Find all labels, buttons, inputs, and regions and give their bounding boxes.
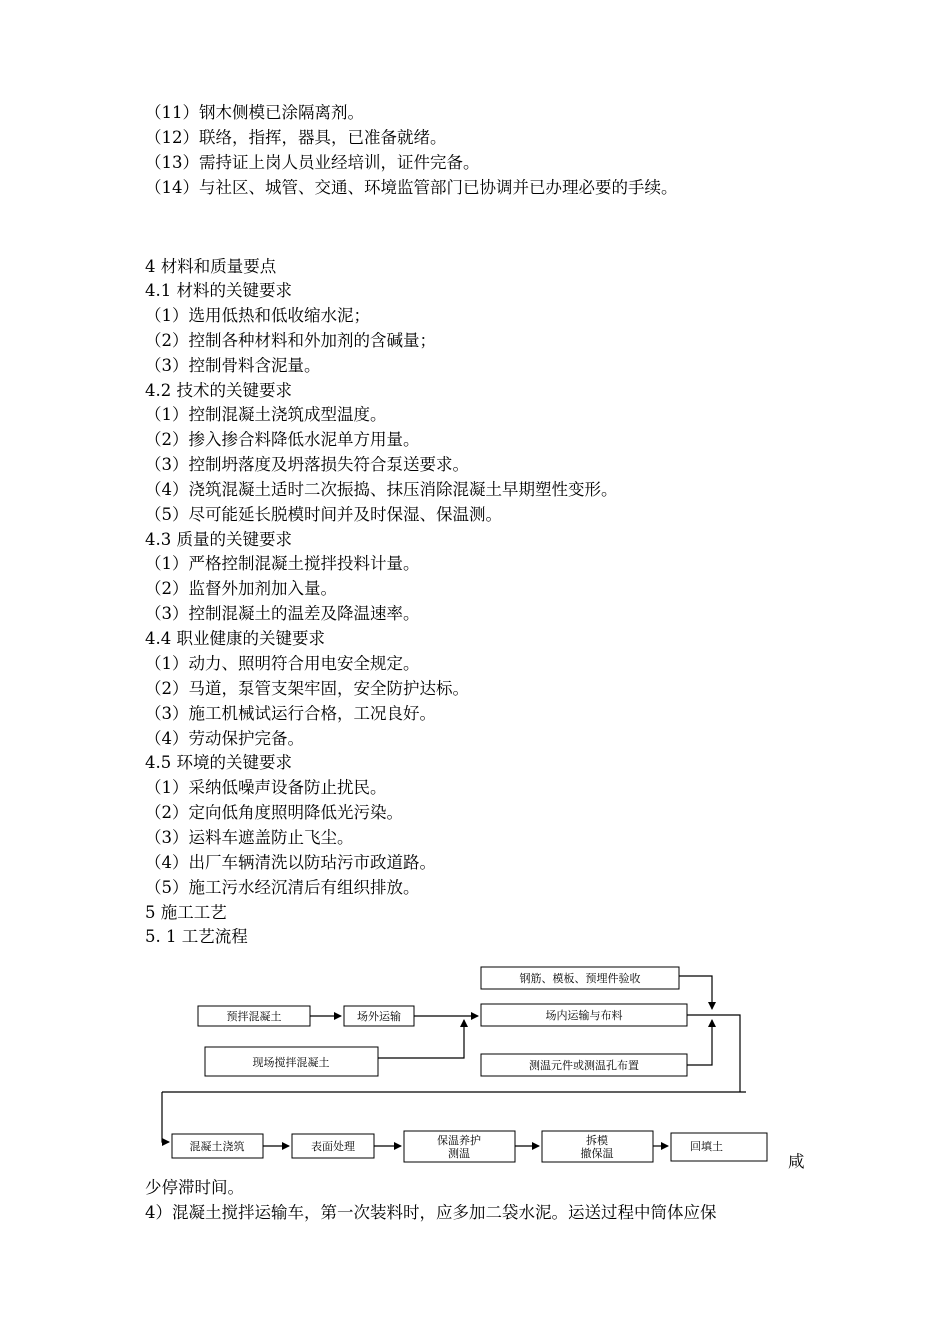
box-temp-sensors [481,1054,687,1076]
text-line: （1）严格控制混凝土搅拌投料计量。 [145,554,420,573]
box-label: 拆模 [586,1134,608,1147]
subsection-heading: 4.2 技术的关键要求 [145,381,292,400]
box-label: 表面处理 [311,1140,355,1153]
text-line: （5）施工污水经沉清后有组织排放。 [145,878,420,897]
text-line: （3）控制混凝土的温差及降温速率。 [145,604,420,623]
box-label: 保温养护 [437,1134,481,1147]
box-label: 场外运输 [357,1010,401,1023]
box-label: 场内运输与布料 [545,1009,623,1022]
text-line: （4）出厂车辆清洗以防玷污市政道路。 [145,853,436,872]
text-line: （3）运料车遮盖防止飞尘。 [145,828,354,847]
text-fragment: 咸 [788,1152,805,1171]
box-label: 钢筋、模板、预埋件验收 [519,972,641,985]
subsection-heading: 4.3 质量的关键要求 [145,530,292,549]
box-curing [404,1131,515,1162]
subsection-heading: 4.5 环境的关键要求 [145,753,292,772]
box-label: 撤保温 [580,1147,614,1160]
text-line: （2）控制各种材料和外加剂的含碱量； [145,331,436,350]
text-line: （3）控制骨料含泥量。 [145,356,321,375]
connector-line [687,1015,740,1092]
text-line: （13）需持证上岗人员业经培训，证件完备。 [145,153,480,172]
text-line: （14）与社区、城管、交通、环境监管部门已协调并已办理必要的手续。 [145,178,678,197]
text-line: 少停滞时间。 [145,1178,244,1197]
text-line: （2）马道，泵管支架牢固，安全防护达标。 [145,679,469,698]
text-line: （2）掺入掺合料降低水泥单方用量。 [145,430,420,449]
text-line: （3）控制坍落度及坍落损失符合泵送要求。 [145,455,469,474]
box-offsite-transport [344,1006,414,1026]
box-label: 回填土 [690,1140,723,1153]
text-line: （4）劳动保护完备。 [145,729,304,748]
box-rebar-inspection [481,967,679,989]
text-line: （2）监督外加剂加入量。 [145,579,337,598]
text-line: 4）混凝土搅拌运输车，第一次装料时，应多加二袋水泥。运送过程中筒体应保 [145,1203,717,1222]
box-surface [292,1134,374,1158]
box-site-mix [205,1047,378,1076]
box-ready-mix [198,1006,310,1026]
box-label: 测温 [448,1147,470,1160]
subsection-heading: 4.1 材料的关键要求 [145,281,292,300]
box-label: 测温元件或测温孔布置 [529,1059,639,1072]
subsection-heading: 5. 1 工艺流程 [145,927,248,946]
text-line: （3）施工机械试运行合格，工况良好。 [145,704,436,723]
text-line: （11）钢木侧模已涂隔离剂。 [145,103,364,122]
box-label: 现场搅拌混凝土 [252,1056,330,1069]
text-line: （2）定向低角度照明降低光污染。 [145,803,403,822]
box-backfill [671,1133,767,1161]
subsection-heading: 4.4 职业健康的关键要求 [145,629,325,648]
arrow [162,1092,169,1142]
section-heading: 5 施工工艺 [145,903,227,922]
section-heading: 4 材料和质量要点 [145,257,277,276]
arrow [687,1020,712,1065]
text-line: （5）尽可能延长脱模时间并及时保湿、保温测。 [145,505,502,524]
text-line: （4）浇筑混凝土适时二次振捣、抹压消除混凝土早期塑性变形。 [145,480,618,499]
box-label: 预拌混凝土 [226,1010,282,1023]
box-label: 混凝土浇筑 [189,1140,245,1153]
text-line: （12）联络，指挥，器具，已准备就绪。 [145,128,447,147]
text-line: （1）采纳低噪声设备防止扰民。 [145,778,387,797]
text-line: （1）控制混凝土浇筑成型温度。 [145,405,387,424]
box-onsite-transport [481,1004,687,1026]
box-demold [542,1131,653,1162]
box-pouring [172,1134,263,1158]
text-line: （1）动力、照明符合用电安全规定。 [145,654,420,673]
text-line: （1）选用低热和低收缩水泥； [145,306,370,325]
